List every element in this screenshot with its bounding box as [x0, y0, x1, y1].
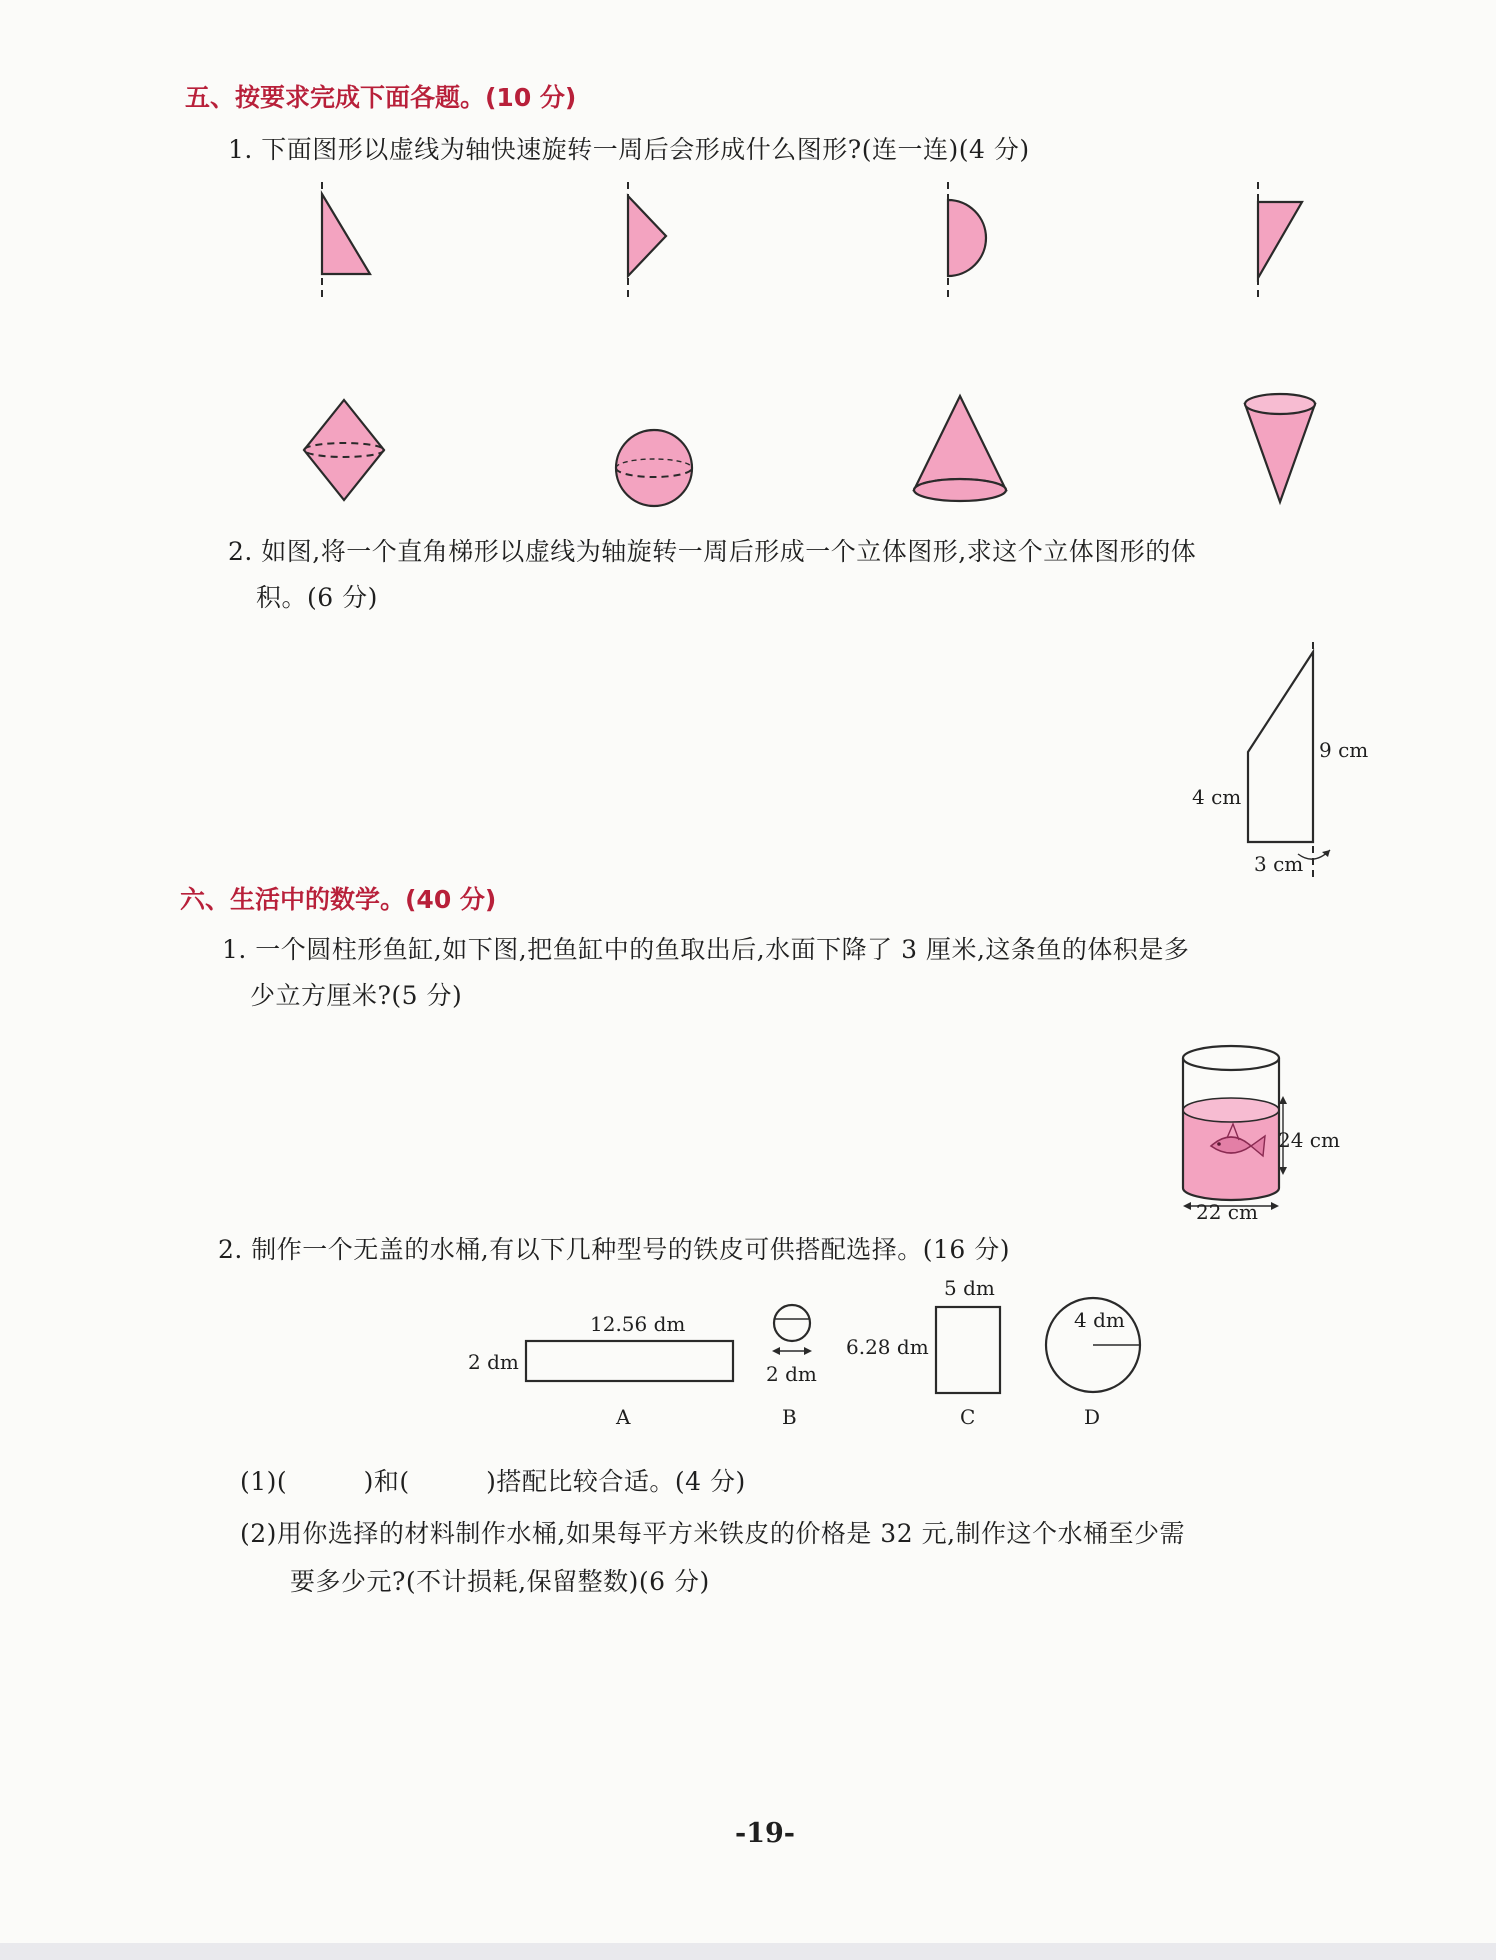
shape-semicircle	[948, 182, 986, 298]
section-6-question-1-line-1: 1. 一个圆柱形鱼缸,如下图,把鱼缸中的鱼取出后,水面下降了 3 厘米,这条鱼的体积是多	[222, 935, 1190, 964]
section-5-question-1: 1. 下面图形以虚线为轴快速旋转一周后会形成什么图形?(连一连)(4 分)	[228, 135, 1030, 164]
material-c-width-label: 5 dm	[944, 1276, 995, 1300]
material-b-diameter-label: 2 dm	[766, 1362, 817, 1386]
flat-shapes-row	[300, 180, 1320, 310]
solid-inverted-cone	[1245, 394, 1315, 502]
material-a-letter: A	[616, 1405, 631, 1429]
material-d-radius-label: 4 dm	[1074, 1308, 1125, 1332]
solid-sphere	[616, 430, 692, 506]
material-b-small-circle	[772, 1305, 812, 1355]
tank-diameter-label: 22 cm	[1196, 1200, 1258, 1224]
section-5-heading: 五、按要求完成下面各题。(10 分)	[185, 83, 577, 112]
tank-height-label: 24 cm	[1278, 1128, 1340, 1152]
trapezoid-bottom-label: 3 cm	[1254, 852, 1304, 876]
material-b-letter: B	[782, 1405, 797, 1429]
section-6-question-2: 2. 制作一个无盖的水桶,有以下几种型号的铁皮可供搭配选择。(16 分)	[218, 1235, 1011, 1264]
material-d-letter: D	[1084, 1405, 1101, 1429]
trapezoid-right-height-label: 9 cm	[1319, 738, 1369, 762]
trapezoid-left-height-label: 4 cm	[1192, 785, 1242, 809]
material-c-letter: C	[960, 1405, 976, 1429]
shape-isosceles-triangle	[628, 182, 666, 298]
solid-double-cone	[304, 400, 384, 500]
material-a-rectangle	[526, 1341, 733, 1381]
section-6-question-1-line-2: 少立方厘米?(5 分)	[250, 981, 463, 1010]
solid-shapes-row	[290, 390, 1320, 515]
page-number: -19-	[735, 1818, 795, 1849]
scan-edge-band	[0, 1943, 1496, 1960]
material-c-rectangle	[936, 1307, 1000, 1393]
section-6-heading: 六、生活中的数学。(40 分)	[180, 885, 497, 914]
section-6-sub-question-2-line-1: (2)用你选择的材料制作水桶,如果每平方米铁皮的价格是 32 元,制作这个水桶至少需	[240, 1519, 1186, 1548]
shape-inverted-triangle	[1258, 182, 1302, 298]
shape-right-triangle	[322, 182, 370, 298]
section-6-sub-question-1: (1)( )和( )搭配比较合适。(4 分)	[240, 1467, 746, 1496]
section-5-question-2-line-2: 积。(6 分)	[256, 583, 378, 612]
material-c-height-label: 6.28 dm	[846, 1335, 929, 1359]
material-a-width-label: 12.56 dm	[590, 1312, 686, 1336]
section-5-question-2-line-1: 2. 如图,将一个直角梯形以虚线为轴旋转一周后形成一个立体图形,求这个立体图形的体	[228, 537, 1197, 566]
solid-cone	[914, 396, 1006, 501]
section-6-sub-question-2-line-2: 要多少元?(不计损耗,保留整数)(6 分)	[290, 1567, 710, 1596]
materials-figure	[520, 1285, 1150, 1415]
right-trapezoid-figure	[1180, 640, 1350, 885]
material-a-height-label: 2 dm	[468, 1350, 519, 1374]
